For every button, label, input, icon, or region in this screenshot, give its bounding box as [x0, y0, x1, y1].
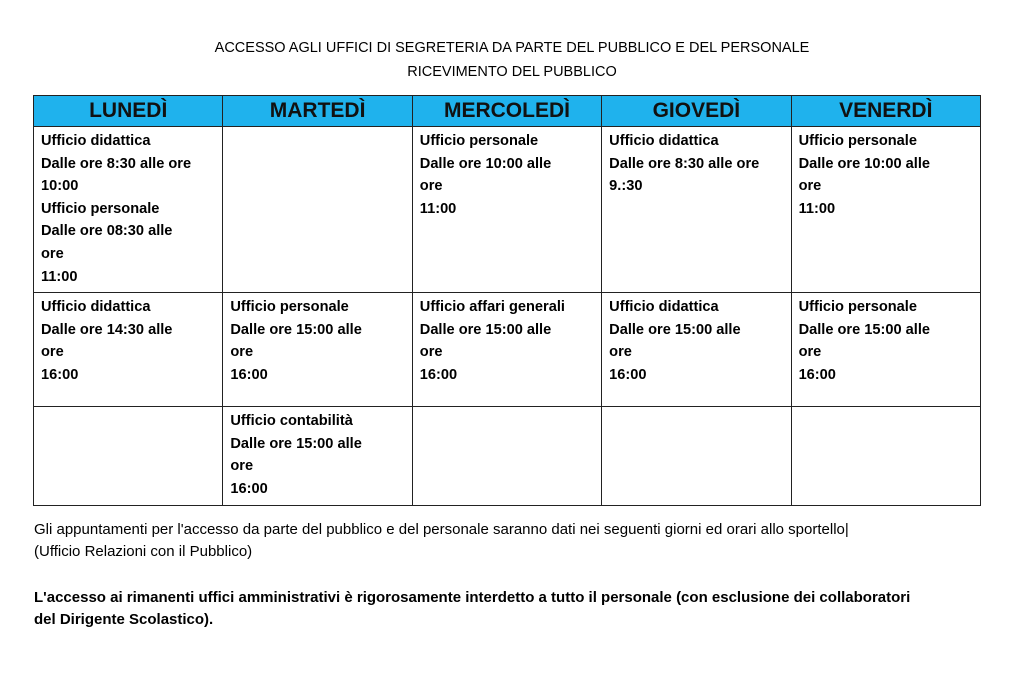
- cell-line: Ufficio didattica: [41, 299, 151, 316]
- cell-line: Dalle ore 15:00 alle: [230, 435, 362, 452]
- cell-line: ore: [41, 245, 64, 262]
- cell-line: Ufficio didattica: [41, 133, 151, 149]
- cell-line: Dalle ore 10:00 alle: [798, 155, 930, 172]
- schedule-row: [34, 407, 981, 505]
- cell-line: Ufficio personale: [419, 133, 539, 149]
- day-header-martedi: MARTEDÌ: [223, 96, 412, 127]
- cell-line: 16:00: [609, 366, 647, 383]
- schedule-cell: [34, 127, 223, 293]
- cell-line: Dalle ore 15:00 alle: [609, 321, 741, 338]
- schedule-cell-empty: [602, 407, 791, 505]
- cell-line: 11:00: [419, 200, 457, 217]
- cell-line: 16:00: [230, 480, 268, 497]
- schedule-cell: [223, 407, 412, 505]
- appointments-note-line: (Ufficio Relazioni con il Pubblico): [34, 543, 253, 560]
- cell-line: Ufficio affari generali: [419, 299, 565, 316]
- cell-line: 9.:30: [609, 178, 643, 195]
- access-restriction-note: [34, 587, 984, 631]
- cell-line: ore: [419, 344, 443, 361]
- cell-line: Dalle ore 14:30 alle: [41, 321, 173, 338]
- day-header-venerdi: VENERDÌ: [791, 96, 980, 127]
- cell-line: 11:00: [798, 200, 836, 217]
- schedule-cell: [412, 127, 601, 293]
- restriction-note-line: del Dirigente Scolastico).: [34, 611, 214, 628]
- day-header-mercoledi: MERCOLEDÌ: [412, 96, 601, 127]
- schedule-cell-empty: [223, 127, 412, 293]
- cell-line: 11:00: [41, 268, 78, 285]
- cell-line: 16:00: [230, 366, 268, 383]
- cell-line: Ufficio didattica: [609, 299, 719, 316]
- cell-line: Ufficio personale: [798, 133, 917, 149]
- document-subtitle: RICEVIMENTO DEL PUBBLICO: [407, 64, 617, 80]
- cell-line: 10:00: [41, 178, 79, 195]
- schedule-cell-empty: [791, 407, 980, 505]
- cell-line: Dalle ore 8:30 alle ore: [41, 155, 192, 172]
- schedule-cell-empty: [412, 407, 601, 505]
- appointments-note-line: Gli appuntamenti per l'accesso da parte del pubblico e del personale saranno dati nei seguenti giorni ed orari allo sportello|: [34, 521, 849, 538]
- schedule-row: [34, 127, 981, 293]
- cell-line: Dalle ore 8:30 alle ore: [609, 155, 760, 172]
- cell-line: Ufficio contabilità: [230, 413, 353, 430]
- cell-line: Ufficio personale: [798, 299, 917, 316]
- restriction-note-line: L'accesso ai rimanenti uffici amministrativi è rigorosamente interdetto a tutto il personale (con esclusione dei collaboratori: [34, 589, 911, 606]
- cell-line: ore: [230, 344, 254, 361]
- schedule-row: [34, 293, 981, 407]
- appointments-note: [34, 519, 984, 563]
- schedule-cell: [602, 127, 791, 293]
- schedule-cell-empty: [34, 407, 223, 505]
- cell-line: ore: [798, 344, 822, 361]
- schedule-cell: [223, 293, 412, 407]
- schedule-table: [33, 95, 981, 506]
- cell-line: 16:00: [419, 366, 458, 383]
- cell-line: ore: [798, 178, 822, 195]
- cell-line: Ufficio personale: [41, 200, 160, 217]
- cell-line: Ufficio didattica: [609, 133, 719, 149]
- cell-line: ore: [419, 178, 443, 195]
- cell-line: ore: [230, 458, 254, 475]
- cell-line: ore: [41, 344, 64, 361]
- cell-line: 16:00: [798, 366, 836, 383]
- schedule-header-row: [34, 96, 981, 127]
- schedule-cell: [602, 293, 791, 407]
- schedule-cell: [791, 293, 980, 407]
- schedule-cell: [791, 127, 980, 293]
- cell-line: Dalle ore 10:00 alle: [419, 155, 552, 172]
- cell-line: Dalle ore 08:30 alle: [41, 223, 173, 240]
- cell-line: ore: [609, 344, 632, 361]
- cell-line: 16:00: [41, 366, 79, 383]
- cell-line: Dalle ore 15:00 alle: [798, 321, 930, 338]
- document-title: ACCESSO AGLI UFFICI DI SEGRETERIA DA PARTE DEL PUBBLICO E DEL PERSONALE: [214, 40, 810, 56]
- day-header-giovedi: GIOVEDÌ: [602, 96, 791, 127]
- day-header-lunedi: LUNEDÌ: [34, 96, 223, 127]
- schedule-cell: [412, 293, 601, 407]
- cell-line: Dalle ore 15:00 alle: [419, 321, 552, 338]
- cell-line: Dalle ore 15:00 alle: [230, 321, 362, 338]
- cell-line: Ufficio personale: [230, 299, 349, 316]
- schedule-cell: [34, 293, 223, 407]
